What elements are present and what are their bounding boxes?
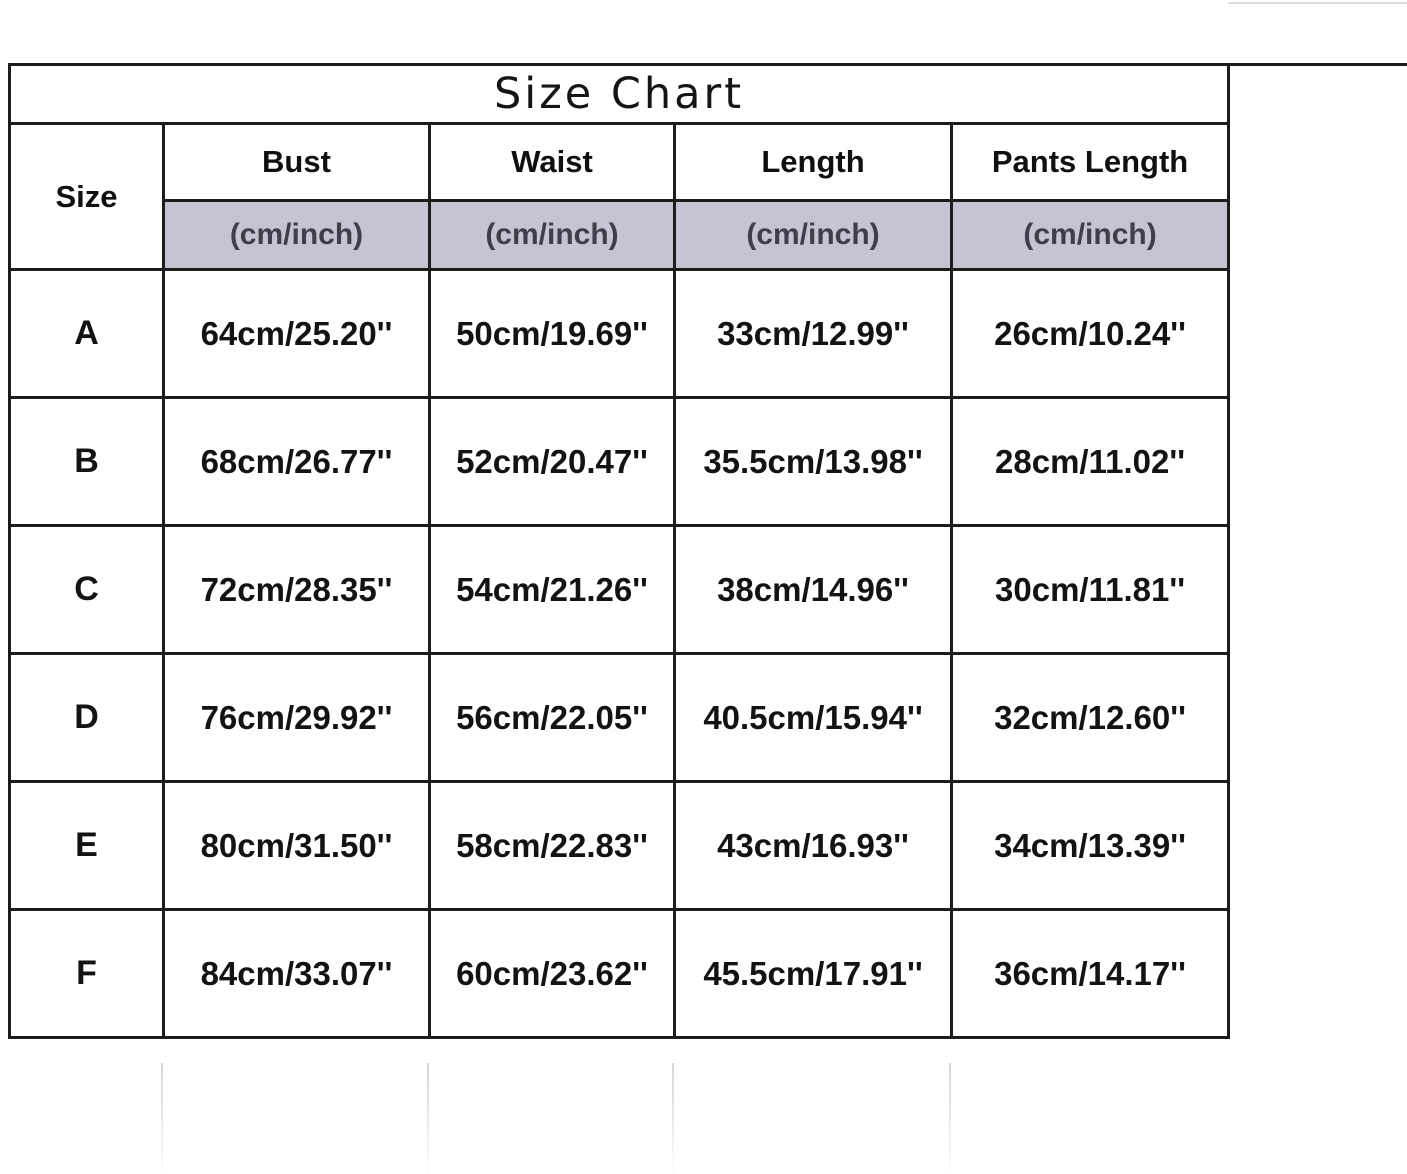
bust-value: 80cm/31.50'' [164, 782, 430, 910]
unit-label-length: (cm/inch) [675, 201, 952, 270]
waist-value: 52cm/20.47'' [430, 398, 675, 526]
col-header-size: Size [10, 124, 164, 270]
unit-label-waist: (cm/inch) [430, 201, 675, 270]
page-title: Size Chart [10, 65, 1229, 124]
pants-length-value: 30cm/11.81'' [952, 526, 1229, 654]
faint-column-line [161, 1063, 163, 1174]
length-value: 33cm/12.99'' [675, 270, 952, 398]
row-label: D [10, 654, 164, 782]
unit-label-pants-length: (cm/inch) [952, 201, 1229, 270]
table-row-e [10, 782, 1229, 910]
waist-value: 54cm/21.26'' [430, 526, 675, 654]
pants-length-value: 32cm/12.60'' [952, 654, 1229, 782]
faint-column-line [949, 1063, 951, 1174]
pants-length-value: 36cm/14.17'' [952, 910, 1229, 1038]
bust-value: 72cm/28.35'' [164, 526, 430, 654]
col-header-pants-length: Pants Length [952, 124, 1229, 201]
row-label: E [10, 782, 164, 910]
waist-value: 58cm/22.83'' [430, 782, 675, 910]
waist-value: 60cm/23.62'' [430, 910, 675, 1038]
top-right-faint-line [1228, 2, 1407, 4]
length-value: 45.5cm/17.91'' [675, 910, 952, 1038]
table-row-f [10, 910, 1229, 1038]
column-header-row [10, 124, 1229, 201]
row-label: B [10, 398, 164, 526]
table-row-d [10, 654, 1229, 782]
title-row [10, 65, 1229, 124]
bust-value: 76cm/29.92'' [164, 654, 430, 782]
size-chart-table [8, 63, 1230, 1039]
bust-value: 64cm/25.20'' [164, 270, 430, 398]
col-header-waist: Waist [430, 124, 675, 201]
row-label: C [10, 526, 164, 654]
unit-label-bust: (cm/inch) [164, 201, 430, 270]
table-row-c [10, 526, 1229, 654]
table-row-b [10, 398, 1229, 526]
table-row-a [10, 270, 1229, 398]
length-value: 40.5cm/15.94'' [675, 654, 952, 782]
length-value: 43cm/16.93'' [675, 782, 952, 910]
pants-length-value: 28cm/11.02'' [952, 398, 1229, 526]
length-value: 38cm/14.96'' [675, 526, 952, 654]
bust-value: 68cm/26.77'' [164, 398, 430, 526]
faint-column-line [672, 1063, 674, 1174]
pants-length-value: 34cm/13.39'' [952, 782, 1229, 910]
pants-length-value: 26cm/10.24'' [952, 270, 1229, 398]
col-header-length: Length [675, 124, 952, 201]
col-header-bust: Bust [164, 124, 430, 201]
row-label: F [10, 910, 164, 1038]
faint-column-line [427, 1063, 429, 1174]
row-label: A [10, 270, 164, 398]
bust-value: 84cm/33.07'' [164, 910, 430, 1038]
length-value: 35.5cm/13.98'' [675, 398, 952, 526]
waist-value: 50cm/19.69'' [430, 270, 675, 398]
unit-subheader-row [10, 201, 1229, 270]
table-top-border-extension [1225, 63, 1407, 66]
waist-value: 56cm/22.05'' [430, 654, 675, 782]
